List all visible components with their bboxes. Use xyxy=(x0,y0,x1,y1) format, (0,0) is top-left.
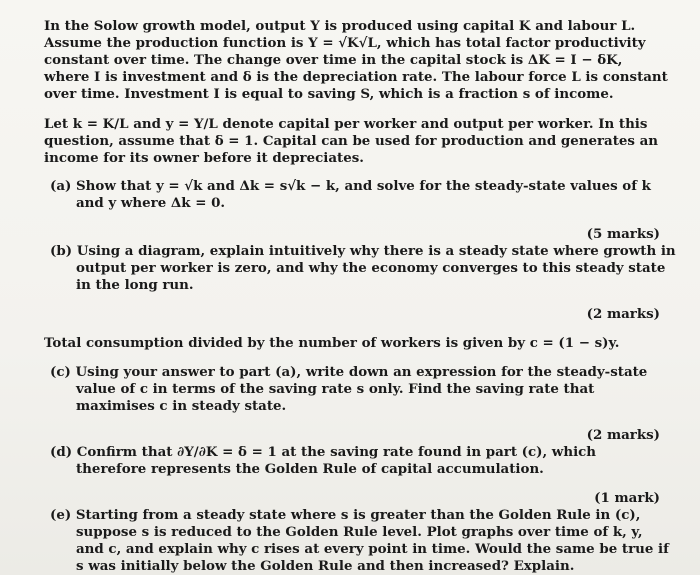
part-d-line: (d) Confirm that ∂Y/∂K = δ = 1 at the saving rate found in part (c), which xyxy=(50,444,597,460)
setup-paragraph xyxy=(44,116,660,167)
setup-line: Let k = K/L and y = Y/L denote capital per worker and output per worker. In this xyxy=(44,116,648,132)
part-b-marks: (2 marks) xyxy=(586,306,660,322)
intro-line: constant over time. The change over time in the capital stock is ΔK = I − δK, xyxy=(44,52,623,68)
intro-line: over time. Investment I is equal to saving S, which is a fraction s of income. xyxy=(44,86,614,102)
part-b-line: in the long run. xyxy=(76,277,194,293)
part-c xyxy=(44,364,660,444)
part-a-marks: (5 marks) xyxy=(586,226,660,242)
part-b-line: output per worker is zero, and why the economy converges to this steady state xyxy=(76,260,666,276)
intro-paragraph xyxy=(44,18,668,103)
part-e-line: (e) Starting from a steady state where s is greater than the Golden Rule in (c), xyxy=(50,507,641,523)
setup-line: income for its owner before it depreciates. xyxy=(44,150,364,166)
part-c-line: (c) Using your answer to part (a), write down an expression for the steady-state xyxy=(50,364,648,380)
part-e-line: suppose s is reduced to the Golden Rule level. Plot graphs over time of k, y, xyxy=(76,524,643,540)
intro-line: Assume the production function is Y = √K√L, which has total factor productivity xyxy=(44,35,646,51)
part-a-line: and y where Δk = 0. xyxy=(76,195,226,211)
part-c-line: value of c in terms of the saving rate s only. Find the saving rate that xyxy=(76,381,595,397)
part-e xyxy=(44,507,669,575)
part-a xyxy=(44,178,660,243)
part-c-marks: (2 marks) xyxy=(586,427,660,443)
consumption-definition: Total consumption divided by the number of workers is given by c = (1 − s)y. xyxy=(44,335,620,351)
part-a-line: (a) Show that y = √k and Δk = s√k − k, and solve for the steady-state values of k xyxy=(50,178,651,194)
part-d-marks: (1 mark) xyxy=(594,490,660,506)
part-d-line: therefore represents the Golden Rule of capital accumulation. xyxy=(76,461,544,477)
part-e-line: and c, and explain why c rises at every point in time. Would the same be true if xyxy=(76,541,669,557)
part-e-line: s was initially below the Golden Rule and then increased? Explain. xyxy=(76,558,575,574)
part-b-line: (b) Using a diagram, explain intuitively why there is a steady state where growth in xyxy=(50,243,676,259)
intro-line: where I is investment and δ is the depreciation rate. The labour force L is constant xyxy=(44,69,668,85)
part-d xyxy=(44,444,660,507)
part-c-line: maximises c in steady state. xyxy=(76,398,287,414)
part-b xyxy=(44,243,676,323)
intro-line: In the Solow growth model, output Y is produced using capital K and labour L. xyxy=(44,18,636,34)
setup-line: question, assume that δ = 1. Capital can be used for production and generates an xyxy=(44,133,659,149)
